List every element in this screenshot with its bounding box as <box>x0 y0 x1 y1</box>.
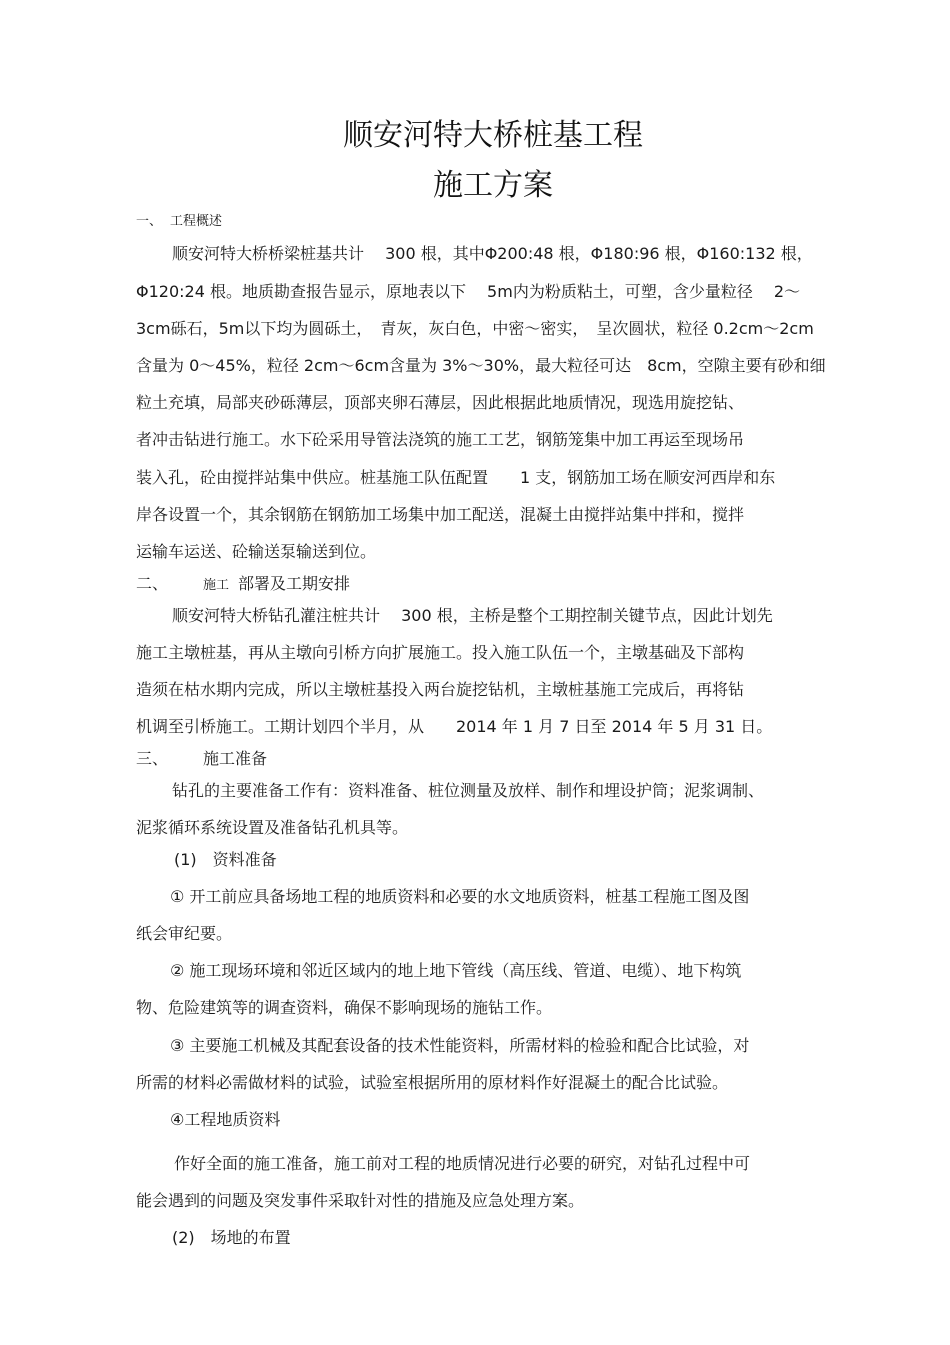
section-heading: 施工准备 <box>203 749 268 768</box>
paragraph-line: 粒土充填，局部夹砂砾薄层，顶部夹卵石薄层，因此根据此地质情况，现选用旋挖钻、 <box>136 393 745 412</box>
document-subtitle: 施工方案 <box>433 168 553 203</box>
list-item: ④工程地质资料 <box>170 1110 281 1129</box>
paragraph-line: 3cm砾石，5m以下均为圆砾土， 青灰，灰白色，中密～密实， 呈次圆状，粒径 0.2cm～2cm <box>136 319 814 338</box>
document-title: 顺安河特大桥桩基工程 <box>343 118 643 153</box>
paragraph-line: 者冲击钻进行施工。水下砼采用导管法浇筑的施工工艺，钢筋笼集中加工再运至现场吊 <box>136 430 745 449</box>
paragraph-line: 顺安河特大桥钻孔灌注桩共计 300 根，主桥是整个工期控制关键节点，因此计划先 <box>172 606 773 625</box>
list-item-continuation: 物、危险建筑等的调查资料，确保不影响现场的施钻工作。 <box>136 998 553 1017</box>
paragraph-line: 泥浆循环系统设置及准备钻孔机具等。 <box>136 818 409 837</box>
list-item: ③ 主要施工机械及其配套设备的技术性能资料，所需材料的检验和配合比试验，对 <box>170 1036 750 1055</box>
section-number: 一、 <box>136 214 163 229</box>
paragraph-line: 造须在枯水期内完成，所以主墩桩基投入两台旋挖钻机，主墩桩基施工完成后，再将钻 <box>136 680 745 699</box>
paragraph-line: 岸各设置一个，其余钢筋在钢筋加工场集中加工配送，混凝土由搅拌站集中拌和，搅拌 <box>136 505 745 524</box>
paragraph-line: Φ120:24 根。地质勘查报告显示，原地表以下 5m内为粉质粘土，可塑，含少量粒径 2～ <box>136 282 801 301</box>
section-heading: 工程概述 <box>170 214 223 229</box>
paragraph-line: 装入孔，砼由搅拌站集中供应。桩基施工队伍配置 1 支，钢筋加工场在顺安河西岸和东 <box>136 468 776 487</box>
section-heading-prefix: 施工 <box>203 578 230 593</box>
subsection-heading: (2) 场地的布置 <box>172 1228 291 1247</box>
paragraph-line: 含量为 0～45%，粒径 2cm～6cm含量为 3%～30%，最大粒径可达 8cm，空隙主要有砂和细 <box>136 356 826 375</box>
list-item: ① 开工前应具备场地工程的地质资料和必要的水文地质资料，桩基工程施工图及图 <box>170 887 750 906</box>
paragraph-line: 运输车运送、砼输送泵输送到位。 <box>136 542 377 561</box>
paragraph-line: 钻孔的主要准备工作有：资料准备、桩位测量及放样、制作和埋设护筒；泥浆调制、 <box>172 781 765 800</box>
paragraph-line: 机调至引桥施工。工期计划四个半月，从 2014 年 1 月 7 日至 2014 年 5 月 31 日。 <box>136 717 773 736</box>
paragraph-line: 能会遇到的问题及突发事件采取针对性的措施及应急处理方案。 <box>136 1191 585 1210</box>
list-item-continuation: 纸会审纪要。 <box>136 924 233 943</box>
paragraph-line: 施工主墩桩基，再从主墩向引桥方向扩展施工。投入施工队伍一个，主墩基础及下部构 <box>136 643 745 662</box>
list-item-continuation: 所需的材料必需做材料的试验，试验室根据所用的原材料作好混凝土的配合比试验。 <box>136 1073 729 1092</box>
subsection-heading: (1) 资料准备 <box>174 850 277 869</box>
paragraph-line: 作好全面的施工准备，施工前对工程的地质情况进行必要的研究，对钻孔过程中可 <box>174 1154 751 1173</box>
section-number: 二、 <box>136 574 169 593</box>
list-item: ② 施工现场环境和邻近区域内的地上地下管线（高压线、管道、电缆）、地下构筑 <box>170 961 742 980</box>
section-number: 三、 <box>136 749 169 768</box>
section-heading: 部署及工期安排 <box>238 574 351 593</box>
paragraph-line: 顺安河特大桥桥梁桩基共计 300 根，其中Φ200:48 根，Φ180:96 根，Φ160:132 根， <box>172 244 813 263</box>
